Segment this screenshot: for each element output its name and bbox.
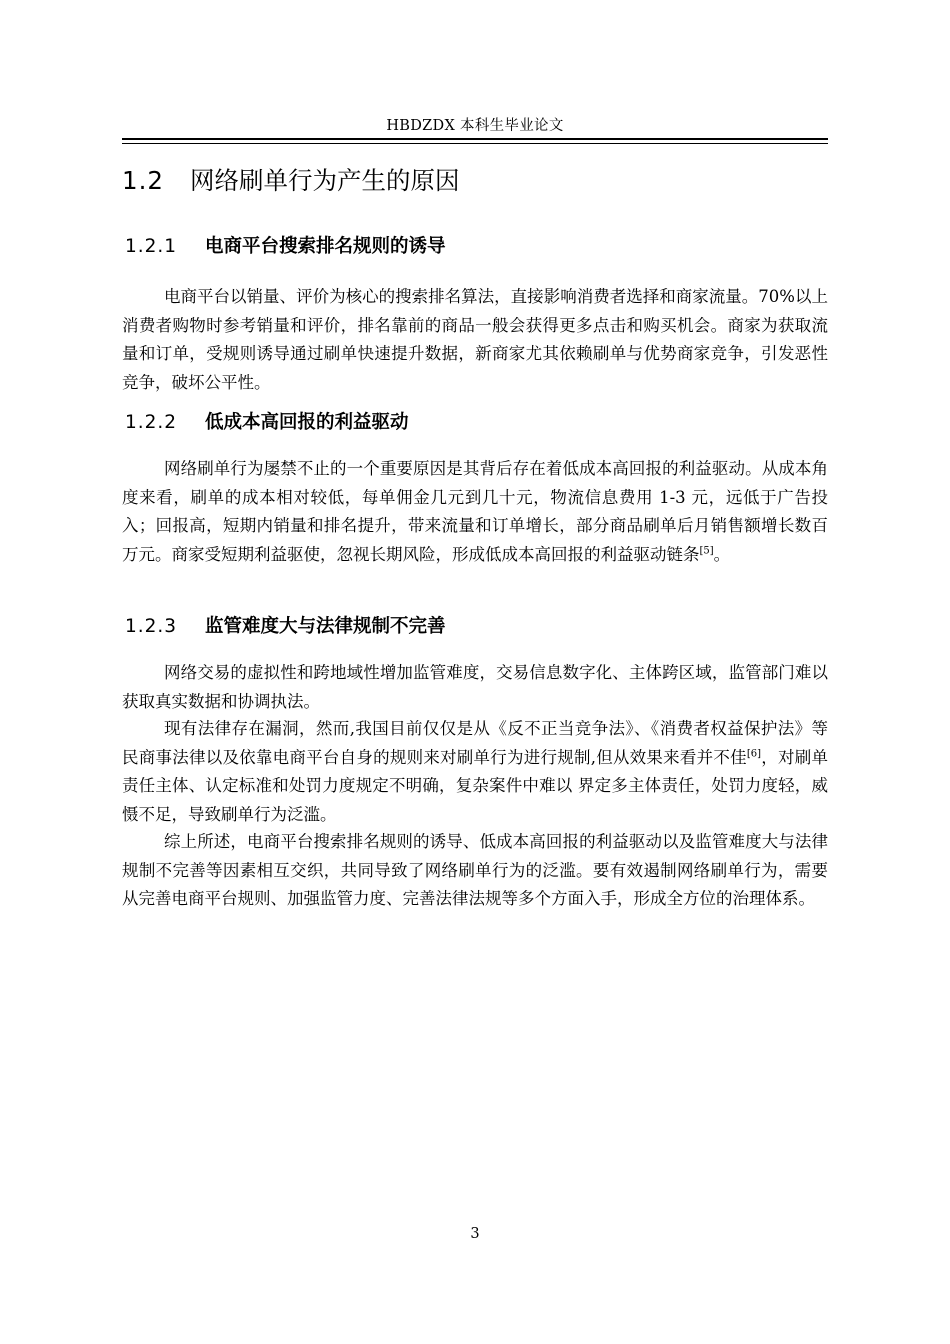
paragraph xyxy=(122,455,828,569)
paragraph: 综上所述，电商平台搜索排名规则的诱导、低成本高回报的利益驱动以及监管难度大与法律规制不完善等因素相互交织，共同导致了网络刷单行为的泛滥。要有效遏制网络刷单行为，需要从完善电商平台规则、加强监管力度、完善法律法规等多个方面入手，形成全方位的治理体系。 xyxy=(122,832,828,908)
subsection-heading-1 xyxy=(125,232,446,258)
paragraph-text: 现有法律存在漏洞，然而,我国目前仅仅是从《反不正当竞争法》、《消费者权益保护法》等民商事法律以及依靠电商平台自身的规则来对刷单行为进行规制,但从效果来看并不佳 xyxy=(122,719,828,767)
subsection-heading-3 xyxy=(125,612,446,638)
section-title: 网络刷单行为产生的原因 xyxy=(190,166,460,195)
header-rule-thick xyxy=(122,138,828,140)
paragraph-text-tail: ，对刷单责任主体、认定标准和处罚力度规定不明确，复杂案件中难以 界定多主体责任，处罚力度轻，威慑不足，导致刷单行为泛滥。 xyxy=(122,747,829,824)
paragraph xyxy=(122,715,828,829)
page-number: 3 xyxy=(470,1226,480,1242)
subsection-number: 1.2.3 xyxy=(125,616,178,637)
subsection-number: 1.2.1 xyxy=(125,236,178,257)
running-header: HBDZDX 本科生毕业论文 xyxy=(386,118,564,134)
subsection-title: 低成本高回报的利益驱动 xyxy=(205,412,409,433)
section-number: 1.2 xyxy=(122,166,164,195)
paragraph: 电商平台以销量、评价为核心的搜索排名算法，直接影响消费者选择和商家流量。70%以上消费者购物时参考销量和评价，排名靠前的商品一般会获得更多点击和购买机会。商家为获取流量和订单，受规则诱导通过刷单快速提升数据，新商家尤其依赖刷单与优势商家竞争，引发恶性竞争，破坏公平性。 xyxy=(122,287,828,392)
subsection-title: 监管难度大与法律规制不完善 xyxy=(205,616,446,637)
paragraph-text: 网络刷单行为屡禁不止的一个重要原因是其背后存在着低成本高回报的利益驱动。从成本角度来看，刷单的成本相对较低，每单佣金几元到几十元，物流信息费用 1-3 元，远低于广告投入；回报高，短期内销量和排名提升，带来流量和订单增长，部分商品刷单后月销售额增长数百万元。商家受短期利益驱使，忽视长期风险，形成低成本高回报的利益驱动链条 xyxy=(122,459,828,564)
citation: [6] xyxy=(746,748,762,759)
header-rule-thin xyxy=(122,143,828,144)
citation: [5] xyxy=(699,545,714,556)
subsection-number: 1.2.2 xyxy=(125,412,178,433)
paragraph: 网络交易的虚拟性和跨地域性增加监管难度，交易信息数字化、主体跨区域，监管部门难以获取真实数据和协调执法。 xyxy=(122,663,828,711)
subsection-heading-2 xyxy=(125,408,409,434)
subsection-title: 电商平台搜索排名规则的诱导 xyxy=(205,236,446,257)
section-heading xyxy=(122,162,460,197)
paragraph-text-tail: 。 xyxy=(713,544,731,564)
